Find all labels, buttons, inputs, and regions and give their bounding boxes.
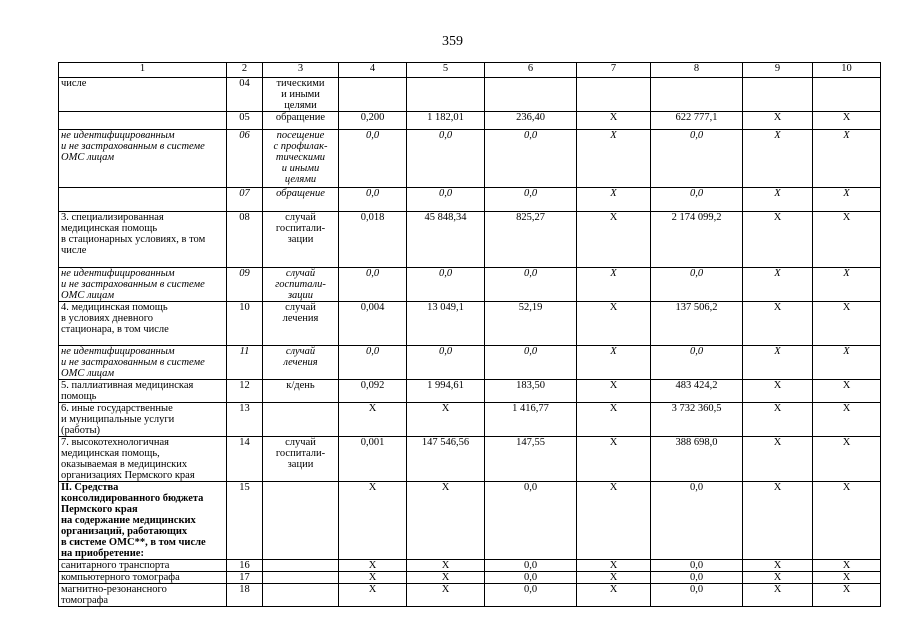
table-row (59, 212, 881, 268)
row-label: числе (59, 78, 227, 112)
table-cell: 0,0 (485, 572, 577, 584)
table-cell: X (743, 112, 813, 130)
table-cell: 0,0 (339, 130, 407, 188)
table-cell: 0,0 (485, 130, 577, 188)
table-cell: 0,0 (651, 572, 743, 584)
table-cell: X (813, 403, 881, 437)
table-cell: 147 546,56 (407, 437, 485, 482)
table-cell: X (743, 380, 813, 403)
table-cell: X (813, 482, 881, 560)
table-cell: посещение с профилак- тическими и иными целями (263, 130, 339, 188)
column-header: 7 (577, 63, 651, 78)
table-row (59, 584, 881, 607)
table-cell: 0,0 (485, 584, 577, 607)
table-cell: 1 994,61 (407, 380, 485, 403)
table-cell: X (813, 268, 881, 302)
table-cell: 0,0 (485, 560, 577, 572)
table-cell: X (339, 584, 407, 607)
table-cell: 388 698,0 (651, 437, 743, 482)
table-cell: X (743, 572, 813, 584)
table-cell: X (577, 560, 651, 572)
table-cell (485, 78, 577, 112)
table-cell: тическими и иными целями (263, 78, 339, 112)
table-cell: X (743, 584, 813, 607)
table-cell: 0,0 (651, 346, 743, 380)
table-cell: X (813, 380, 881, 403)
table-row (59, 380, 881, 403)
column-header: 2 (227, 63, 263, 78)
column-header: 3 (263, 63, 339, 78)
table-cell: 10 (227, 302, 263, 346)
table-cell: 1 416,77 (485, 403, 577, 437)
table-cell: 2 174 099,2 (651, 212, 743, 268)
table-cell: 0,018 (339, 212, 407, 268)
table-cell: 0,0 (651, 188, 743, 212)
table-cell: X (577, 437, 651, 482)
table-row (59, 112, 881, 130)
table-cell (263, 403, 339, 437)
table-cell: 0,0 (339, 188, 407, 212)
table-cell: 0,0 (651, 584, 743, 607)
row-label (59, 188, 227, 212)
table-cell: X (577, 112, 651, 130)
table-cell (263, 560, 339, 572)
table-cell: X (407, 584, 485, 607)
table-cell: X (577, 130, 651, 188)
table-cell (651, 78, 743, 112)
table-cell: обращение (263, 112, 339, 130)
row-label (59, 112, 227, 130)
table-cell: X (813, 560, 881, 572)
row-label: компьютерного томографа (59, 572, 227, 584)
column-header: 9 (743, 63, 813, 78)
row-label: II. Средства консолидированного бюджета Пермского края на содержание медицинских организаций, работающих в системе ОМС**, в том числе на приобретение: (59, 482, 227, 560)
table-cell: 483 424,2 (651, 380, 743, 403)
table-cell: 0,0 (651, 560, 743, 572)
table-cell: X (407, 560, 485, 572)
table-cell: 0,092 (339, 380, 407, 403)
table-cell: X (813, 437, 881, 482)
row-label: не идентифицированным и не застрахованным в системе ОМС лицам (59, 130, 227, 188)
table-cell: 0,0 (485, 346, 577, 380)
table-cell: X (813, 212, 881, 268)
table-row (59, 560, 881, 572)
table-cell: 0,0 (407, 346, 485, 380)
table-row (59, 403, 881, 437)
data-table (58, 62, 881, 607)
table-cell: X (407, 482, 485, 560)
table-cell: 06 (227, 130, 263, 188)
table-cell: 45 848,34 (407, 212, 485, 268)
table-cell: X (577, 380, 651, 403)
table-cell: 3 732 360,5 (651, 403, 743, 437)
table-cell: случай госпитали- зации (263, 212, 339, 268)
table-cell: X (339, 482, 407, 560)
table-cell: 0,0 (485, 188, 577, 212)
table-cell: 0,0 (407, 130, 485, 188)
table-cell: 0,0 (339, 268, 407, 302)
table-cell: X (743, 268, 813, 302)
table-cell: X (813, 584, 881, 607)
table-cell: 09 (227, 268, 263, 302)
table-cell: 11 (227, 346, 263, 380)
table-cell: 52,19 (485, 302, 577, 346)
table-cell: 0,001 (339, 437, 407, 482)
table-cell (263, 482, 339, 560)
table-cell: 147,55 (485, 437, 577, 482)
table-cell: 0,0 (651, 482, 743, 560)
table-cell: X (813, 112, 881, 130)
table-row (59, 482, 881, 560)
table-cell: X (743, 560, 813, 572)
table-cell: 07 (227, 188, 263, 212)
table-cell: X (813, 188, 881, 212)
table-cell: X (339, 560, 407, 572)
table-cell: 236,40 (485, 112, 577, 130)
column-header: 6 (485, 63, 577, 78)
table-cell: X (407, 403, 485, 437)
table-cell (407, 78, 485, 112)
row-label: не идентифицированным и не застрахованным в системе ОМС лицам (59, 268, 227, 302)
table-cell: 0,0 (339, 346, 407, 380)
column-header: 8 (651, 63, 743, 78)
column-header: 4 (339, 63, 407, 78)
table-cell: X (407, 572, 485, 584)
table-cell: 0,004 (339, 302, 407, 346)
table-cell: 0,0 (651, 130, 743, 188)
row-label: 3. специализированная медицинская помощь в стационарных условиях, в том числе (59, 212, 227, 268)
row-label: 6. иные государственные и муниципальные услуги (работы) (59, 403, 227, 437)
row-label: 4. медицинская помощь в условиях дневного стационара, в том числе (59, 302, 227, 346)
table-cell: X (577, 302, 651, 346)
table-row (59, 130, 881, 188)
table-cell: 622 777,1 (651, 112, 743, 130)
table-cell: 17 (227, 572, 263, 584)
table-cell: случай лечения (263, 302, 339, 346)
table-row (59, 437, 881, 482)
table-cell: 0,0 (407, 268, 485, 302)
table-cell: X (577, 403, 651, 437)
table-cell: 08 (227, 212, 263, 268)
table-row (59, 302, 881, 346)
table-cell: 0,0 (485, 482, 577, 560)
table-cell: 137 506,2 (651, 302, 743, 346)
column-header: 1 (59, 63, 227, 78)
table-cell: X (743, 346, 813, 380)
table-cell: 0,200 (339, 112, 407, 130)
page-number: 359 (442, 34, 463, 49)
table-cell: 0,0 (651, 268, 743, 302)
table-cell: 04 (227, 78, 263, 112)
table-row (59, 268, 881, 302)
column-header: 10 (813, 63, 881, 78)
table-cell: 14 (227, 437, 263, 482)
table-cell (577, 78, 651, 112)
row-label: 5. паллиативная медицинская помощь (59, 380, 227, 403)
table-cell: к/день (263, 380, 339, 403)
table-cell: X (813, 302, 881, 346)
column-header: 5 (407, 63, 485, 78)
table-cell: X (577, 188, 651, 212)
table-cell: 183,50 (485, 380, 577, 403)
table-cell: X (577, 482, 651, 560)
row-label: 7. высокотехнологичная медицинская помощь, оказываемая в медицинских организациях Пермского края (59, 437, 227, 482)
table-cell: 1 182,01 (407, 112, 485, 130)
table-cell: 0,0 (407, 188, 485, 212)
table-row (59, 78, 881, 112)
table-cell (339, 78, 407, 112)
table-cell (263, 584, 339, 607)
table-cell: обращение (263, 188, 339, 212)
table-cell: 13 (227, 403, 263, 437)
table-cell: X (813, 572, 881, 584)
table-cell: случай госпитали- зации (263, 437, 339, 482)
table-body (59, 78, 881, 607)
table-cell: X (743, 212, 813, 268)
table-cell: X (743, 302, 813, 346)
table-cell: X (577, 212, 651, 268)
table-cell: 825,27 (485, 212, 577, 268)
table-cell: X (577, 346, 651, 380)
table-cell (263, 572, 339, 584)
table-row (59, 346, 881, 380)
table-cell: 15 (227, 482, 263, 560)
table-cell: 05 (227, 112, 263, 130)
table-cell: случай госпитали- зации (263, 268, 339, 302)
table-cell: X (813, 130, 881, 188)
table-cell: 12 (227, 380, 263, 403)
table-cell: X (743, 437, 813, 482)
table-cell: X (813, 346, 881, 380)
row-label: не идентифицированным и не застрахованным в системе ОМС лицам (59, 346, 227, 380)
table-cell: 0,0 (485, 268, 577, 302)
table-cell: случай лечения (263, 346, 339, 380)
table-cell: X (577, 584, 651, 607)
table-cell (813, 78, 881, 112)
table-cell: X (577, 572, 651, 584)
table-row (59, 572, 881, 584)
table-cell: X (743, 482, 813, 560)
table-cell: 13 049,1 (407, 302, 485, 346)
table-cell: X (577, 268, 651, 302)
table-cell: X (339, 572, 407, 584)
header-row (59, 63, 881, 78)
table-cell (743, 78, 813, 112)
table-cell: X (743, 403, 813, 437)
table-row (59, 188, 881, 212)
row-label: санитарного транспорта (59, 560, 227, 572)
table-cell: X (743, 188, 813, 212)
table-cell: X (339, 403, 407, 437)
table-cell: 18 (227, 584, 263, 607)
table-cell: 16 (227, 560, 263, 572)
row-label: магнитно-резонансного томографа (59, 584, 227, 607)
table-cell: X (743, 130, 813, 188)
